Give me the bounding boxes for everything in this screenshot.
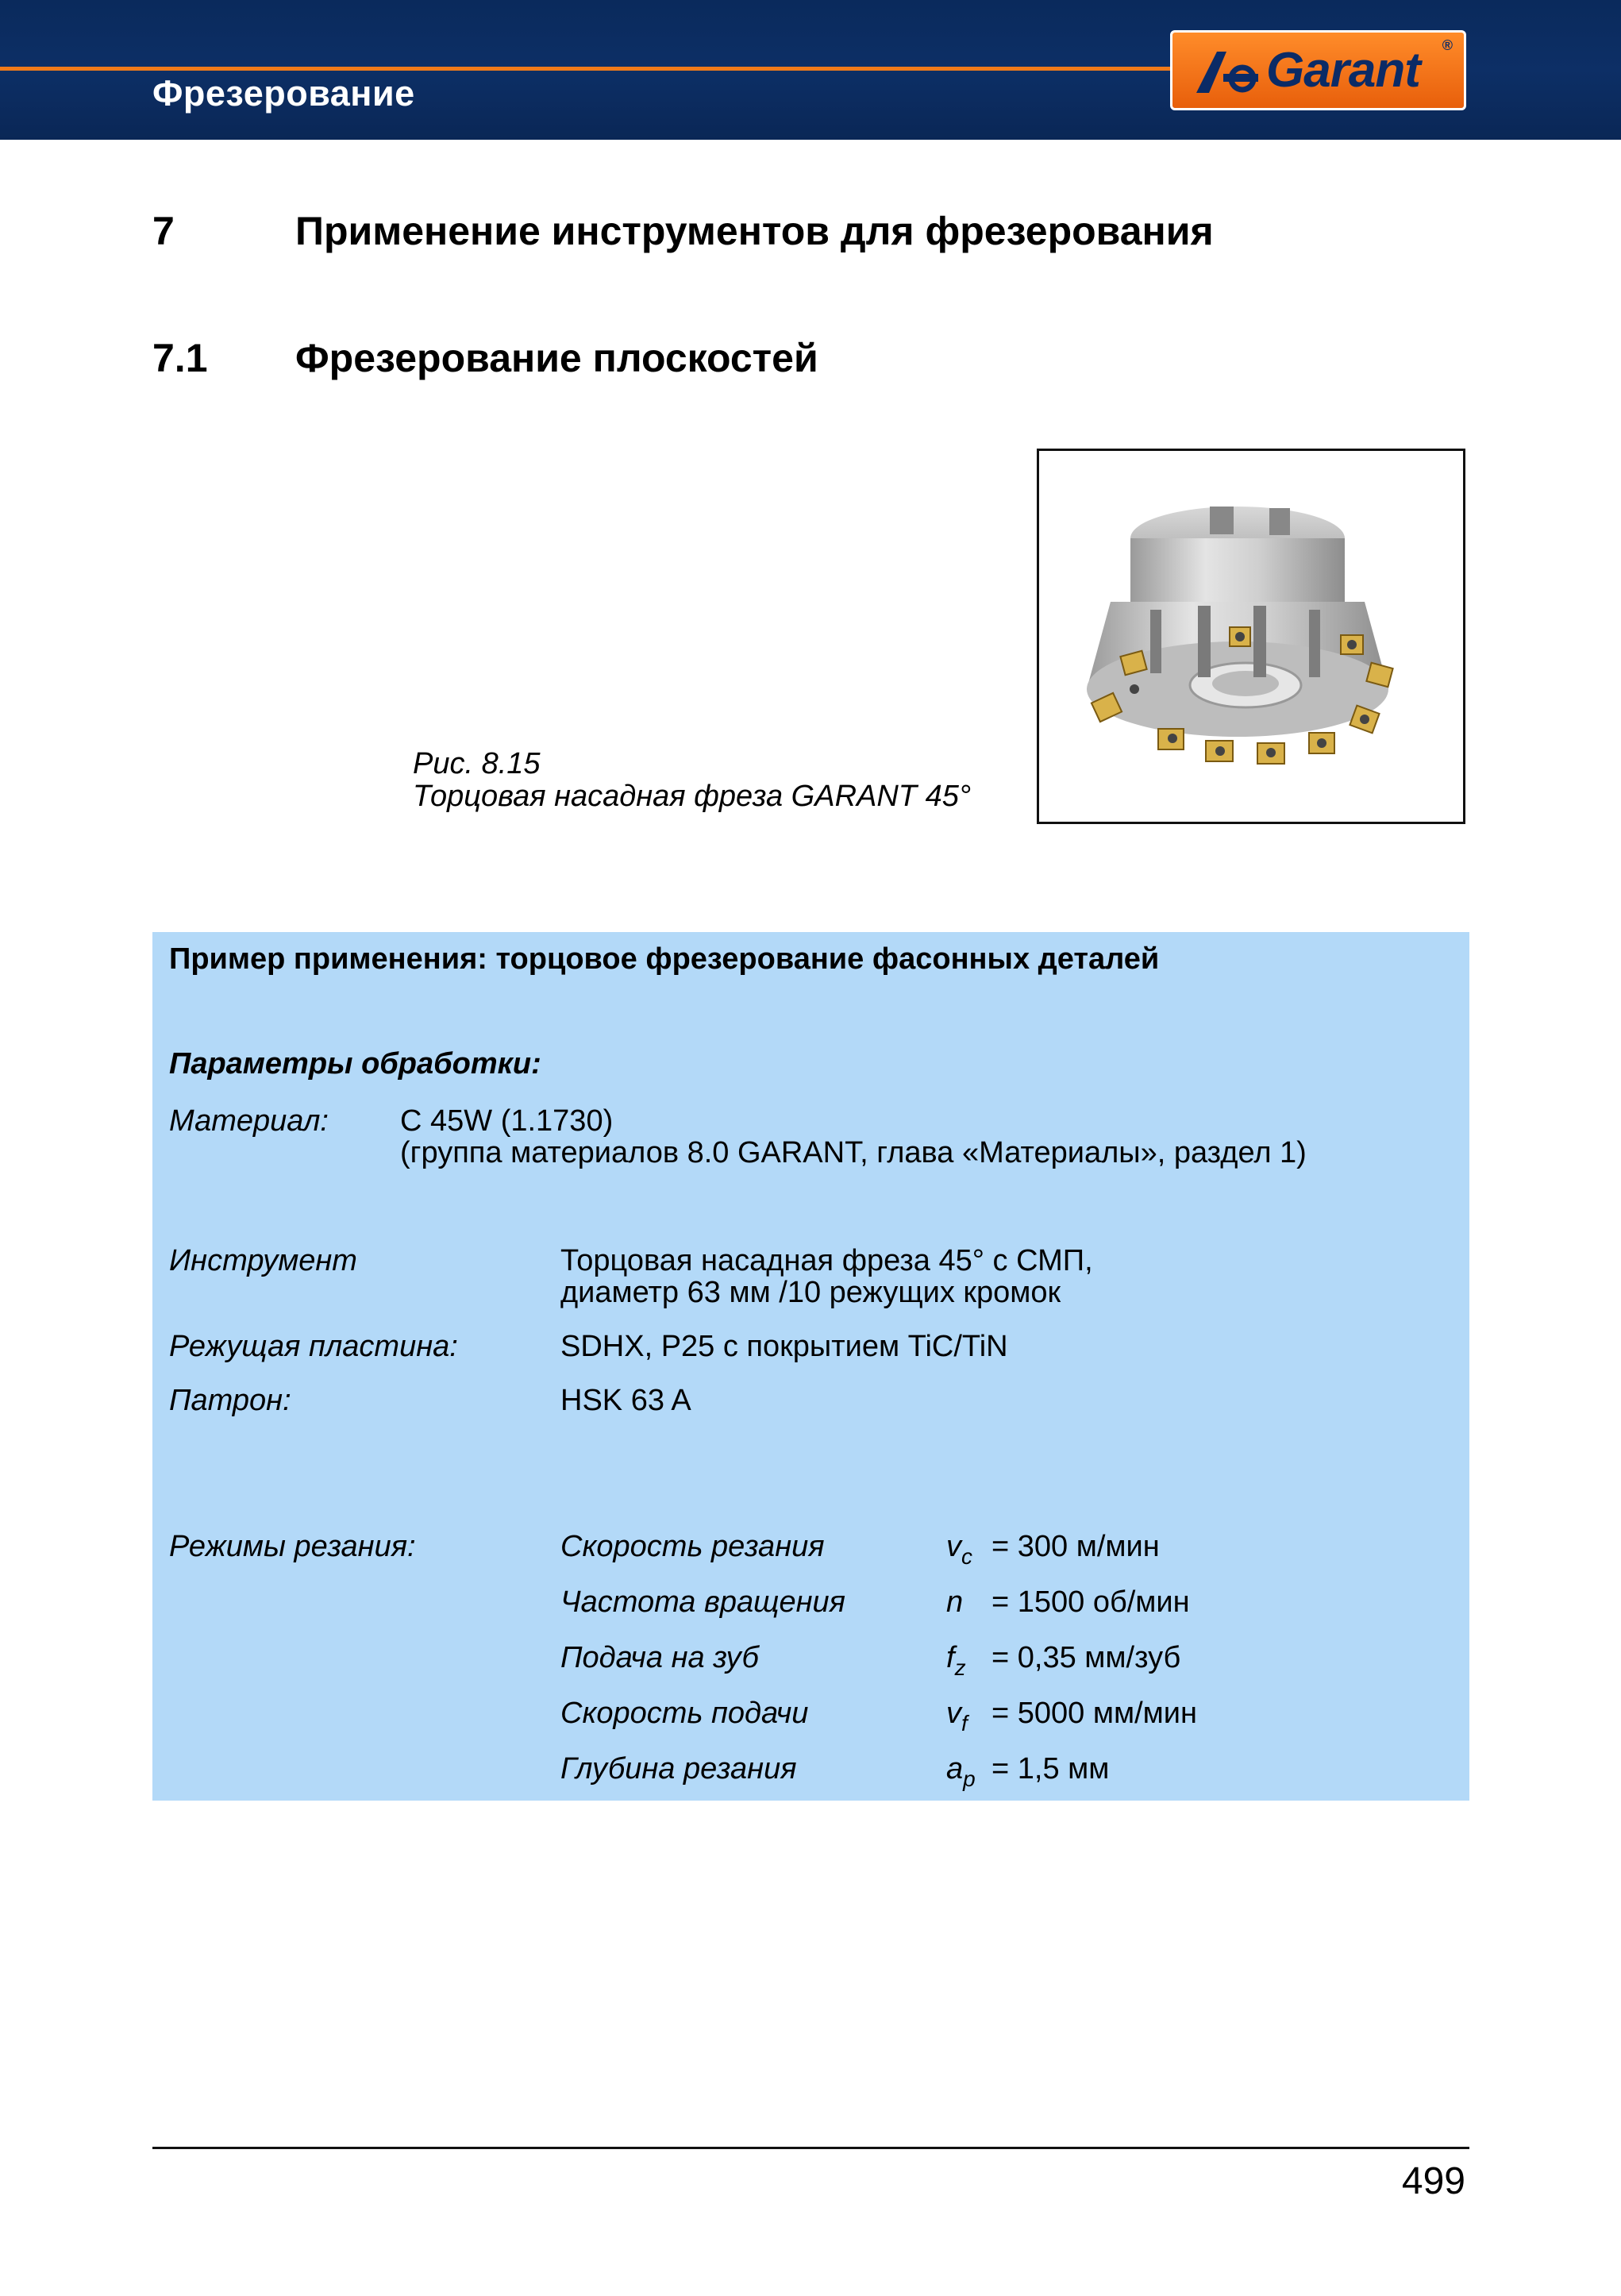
garant-logo-icon [1196,50,1263,94]
params-heading: Параметры обработки: [169,1047,541,1081]
subsection-title: Фрезерование плоскостей [295,336,818,380]
material-label: Материал: [169,1104,329,1138]
figure-caption [413,748,971,813]
mode-name: Скорость резания [560,1530,825,1563]
page-number: 499 [1401,2160,1465,2202]
mode-value: = 0,35 мм/зуб [991,1641,1181,1674]
tool-line-2: диаметр 63 мм /10 режущих кромок [560,1276,1061,1309]
figure-frame [1037,449,1465,824]
mode-value: = 300 м/мин [991,1530,1160,1563]
mode-symbol: $v_c$ [946,1530,972,1569]
mode-name: Скорость подачи [560,1697,809,1730]
logo-text: Garant [1266,43,1420,98]
header-title: Фрезерование [152,73,415,114]
caption-text: Торцовая насадная фреза GARANT 45° [413,780,972,813]
milling-cutter-image [1039,451,1463,822]
mode-name: Глубина резания [560,1752,797,1786]
modes-label: Режимы резания: [169,1530,416,1563]
insert-value: SDHX, P25 с покрытием TiC/TiN [560,1330,1008,1363]
material-note: (группа материалов 8.0 GARANT, глава «Материалы», раздел 1) [400,1136,1307,1169]
mode-value: = 1,5 мм [991,1752,1110,1786]
page-header [0,0,1621,140]
tool-line-1: Торцовая насадная фреза 45° с СМП, [560,1244,1093,1277]
insert-label: Режущая пластина: [169,1330,458,1363]
caption-number: Рис. 8.15 [413,747,541,780]
section-number: 7 [152,209,175,253]
mode-symbol: $f_z$ [946,1641,966,1680]
holder-value: HSK 63 A [560,1384,691,1417]
mode-value: = 1500 об/мин [991,1585,1190,1619]
subsection-number: 7.1 [152,336,208,380]
example-box [152,932,1469,1801]
mode-value: = 5000 мм/мин [991,1697,1197,1730]
example-title: Пример применения: торцовое фрезерование фасонных деталей [169,942,1160,976]
garant-logo [1170,30,1466,110]
mode-symbol: $v_f$ [946,1697,968,1735]
mode-symbol: n [946,1585,964,1619]
tool-label: Инструмент [169,1244,357,1277]
mode-name: Частота вращения [560,1585,845,1619]
section-title: Применение инструментов для фрезерования [295,209,1214,253]
material-value: C 45W (1.1730) [400,1104,614,1138]
mode-symbol: $a_p$ [946,1752,976,1791]
header-accent-line [0,67,1175,71]
holder-label: Патрон: [169,1384,291,1417]
logo-registered-mark: ® [1442,37,1453,53]
footer-divider [152,2147,1469,2149]
mode-name: Подача на зуб [560,1641,759,1674]
